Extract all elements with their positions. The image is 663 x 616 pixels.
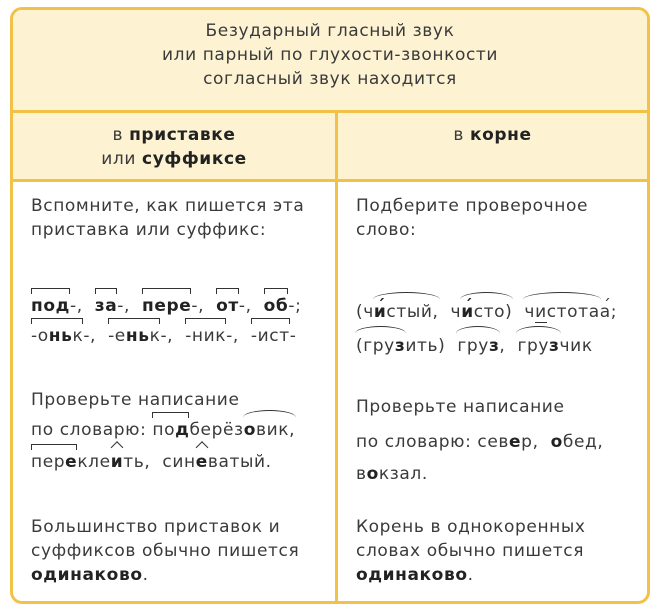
right-check-3: вокзал. [356,464,428,484]
right-check-1: Проверьте написание [356,397,565,417]
column-header-left-line-1: в приставке [112,125,236,145]
right-conclusion-3: одинаково. [356,565,474,585]
left-check-1: Проверьте написание [31,390,240,410]
prefix-pere: пере [142,296,192,316]
rule-table [10,7,650,604]
divider [13,179,647,182]
column-divider [335,110,338,604]
left-intro-1: Вспомните, как пишется эта [31,196,305,216]
right-check-2: по словарю: север, обед, [356,432,604,452]
left-check-3: переклеить, синеватый. [31,452,272,472]
left-conclusion-2: суффиксов обычно пишется [31,541,300,561]
right-intro-2: слово: [356,220,417,240]
root-examples-1: (чи ´стый, чи ´сто) чистотаа ´; [356,300,617,324]
root-examples-2: (грузить) груз, грузчик [356,336,593,356]
prefix-ob: об [263,296,289,316]
word-podberezovik-prefix: под [152,420,190,440]
header-line-2: или парный по глухости-звонкости [161,45,499,65]
header-line-1: Безударный гласный звук [205,21,455,41]
prefix-za: за [94,296,118,316]
column-header-left-line-2: или суффиксе [101,149,247,169]
suffix-nik: -ник [185,326,227,346]
suffix-examples: -оньк-, -еньк-, -ник-, -ист- [31,326,297,346]
header-line-3: согласный звук находится [203,69,457,89]
word-pereklet-prefix: пере [31,452,78,472]
left-conclusion-3: одинаково. [31,565,149,585]
column-header-right: в корне [453,125,532,145]
right-conclusion-1: Корень в однокоренных [356,517,586,537]
right-intro-1: Подберите проверочное [356,196,589,216]
word-podberezovik-suffix: овик, [243,420,296,440]
suffix-enk: -еньк [108,326,161,346]
right-conclusion-2: словах обычно пишется [356,541,585,561]
left-check-2: по словарю: подберёзовик, [31,420,296,440]
prefix-pod: под [31,296,70,316]
suffix-onk: -оньк [31,326,84,346]
left-intro-2: приставка или суффикс: [31,220,267,240]
left-conclusion-1: Большинство приставок и [31,517,281,537]
suffix-ist: -ист [250,326,290,346]
prefix-examples: под-, за-, пере-, от-, об-; [31,296,302,316]
prefix-ot: от [216,296,239,316]
